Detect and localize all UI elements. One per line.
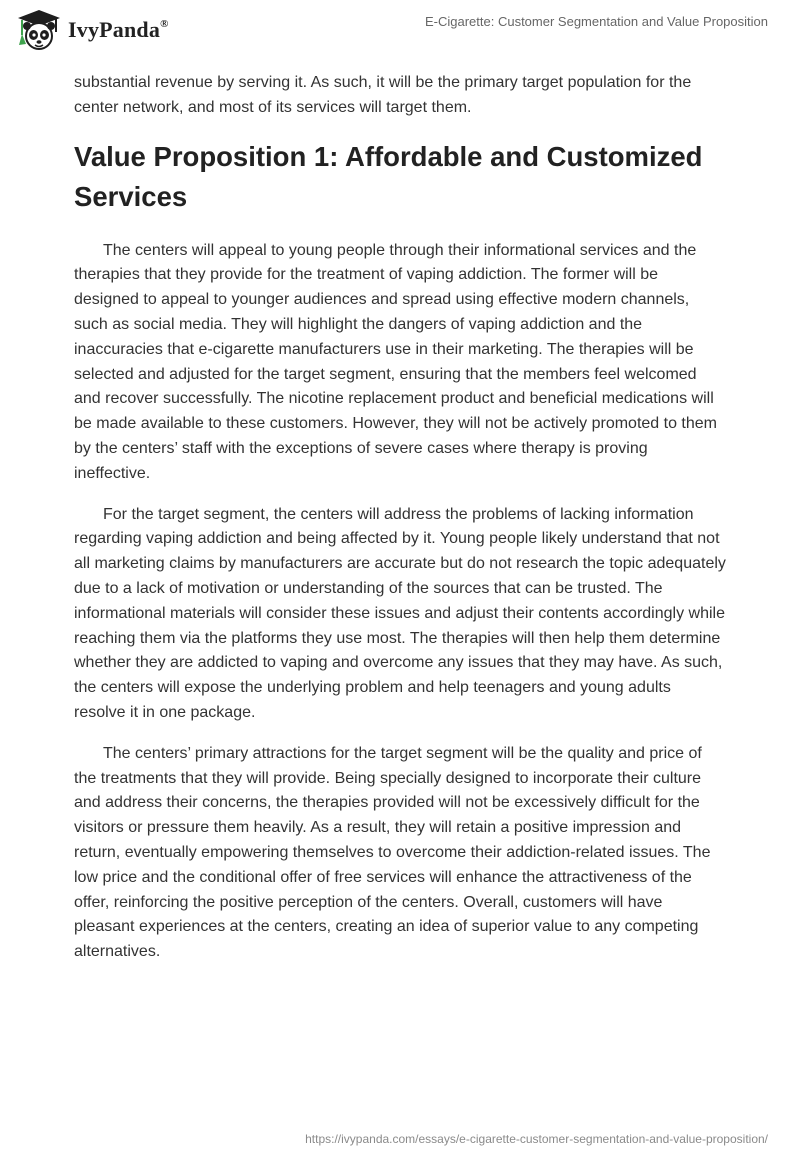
essay-content (74, 71, 726, 981)
intro-paragraph: substantial revenue by serving it. As such, it will be the primary target population for the center network, and most of its services will target them. (74, 74, 692, 116)
ivypanda-logo[interactable] (14, 8, 169, 52)
body-paragraph-2: For the target segment, the centers will address the problems of lacking information regarding vaping addiction and being affected by it. Young people likely understand that not all marketing claims by manufacturers are accurate but do not research the topic adequately due to a lack of motivation or understanding of the sources that can be trusted. The informational materials will consider these issues and adjust their contents accordingly while reaching them via the platforms they use most. The therapies will then help them determine whether they are addicted to vaping and overcome any issues that they may have. As such, the centers will expose the underlying problem and help teenagers and young adults resolve it in one package. (74, 505, 726, 721)
page-header (0, 0, 800, 60)
document-title: E-Cigarette: Customer Segmentation and Value Proposition (424, 14, 768, 29)
section-heading: Value Proposition 1: Affordable and Customized Services (74, 140, 703, 212)
panda-graduate-icon (14, 8, 64, 52)
registered-mark: ® (160, 17, 169, 30)
body-paragraph-1: The centers will appeal to young people through their informational services and the therapies that they provide for the treatment of vaping addiction. The former will be designed to appeal to younger audiences and spread using effective modern channels, such as social media. They will highlight the dangers of vaping addiction and the inaccuracies that e-cigarette manufacturers use in their marketing. The therapies will be selected and adjusted for the target segment, ensuring that the members feel welcomed and recover successfully. The nicotine replacement product and beneficial medications will be made available to these customers. However, they will not be actively promoted to them by the centers’ staff with the exceptions of severe cases where therapy is proving ineffective. (74, 241, 717, 482)
logo-wordmark: IvyPanda® (68, 17, 169, 42)
body-paragraph-3: The centers’ primary attractions for the target segment will be the quality and price of the treatments that they will provide. Being specially designed to incorporate their culture and address their concerns, the therapies provided will not be excessively difficult for the visitors or pressure them heavily. As a result, they will retain a positive impression and return, eventually empowering themselves to overcome their addiction-related issues. The low price and the conditional offer of free services will enhance the attractiveness of the offer, reinforcing the positive perception of the centers. Overall, customers will have pleasant experiences at the centers, creating an idea of superior value to any competing alternatives. (74, 744, 711, 961)
source-url-link[interactable]: https://ivypanda.com/essays/e-cigarette-customer-segmentation-and-value-proposition/ (305, 1132, 768, 1146)
